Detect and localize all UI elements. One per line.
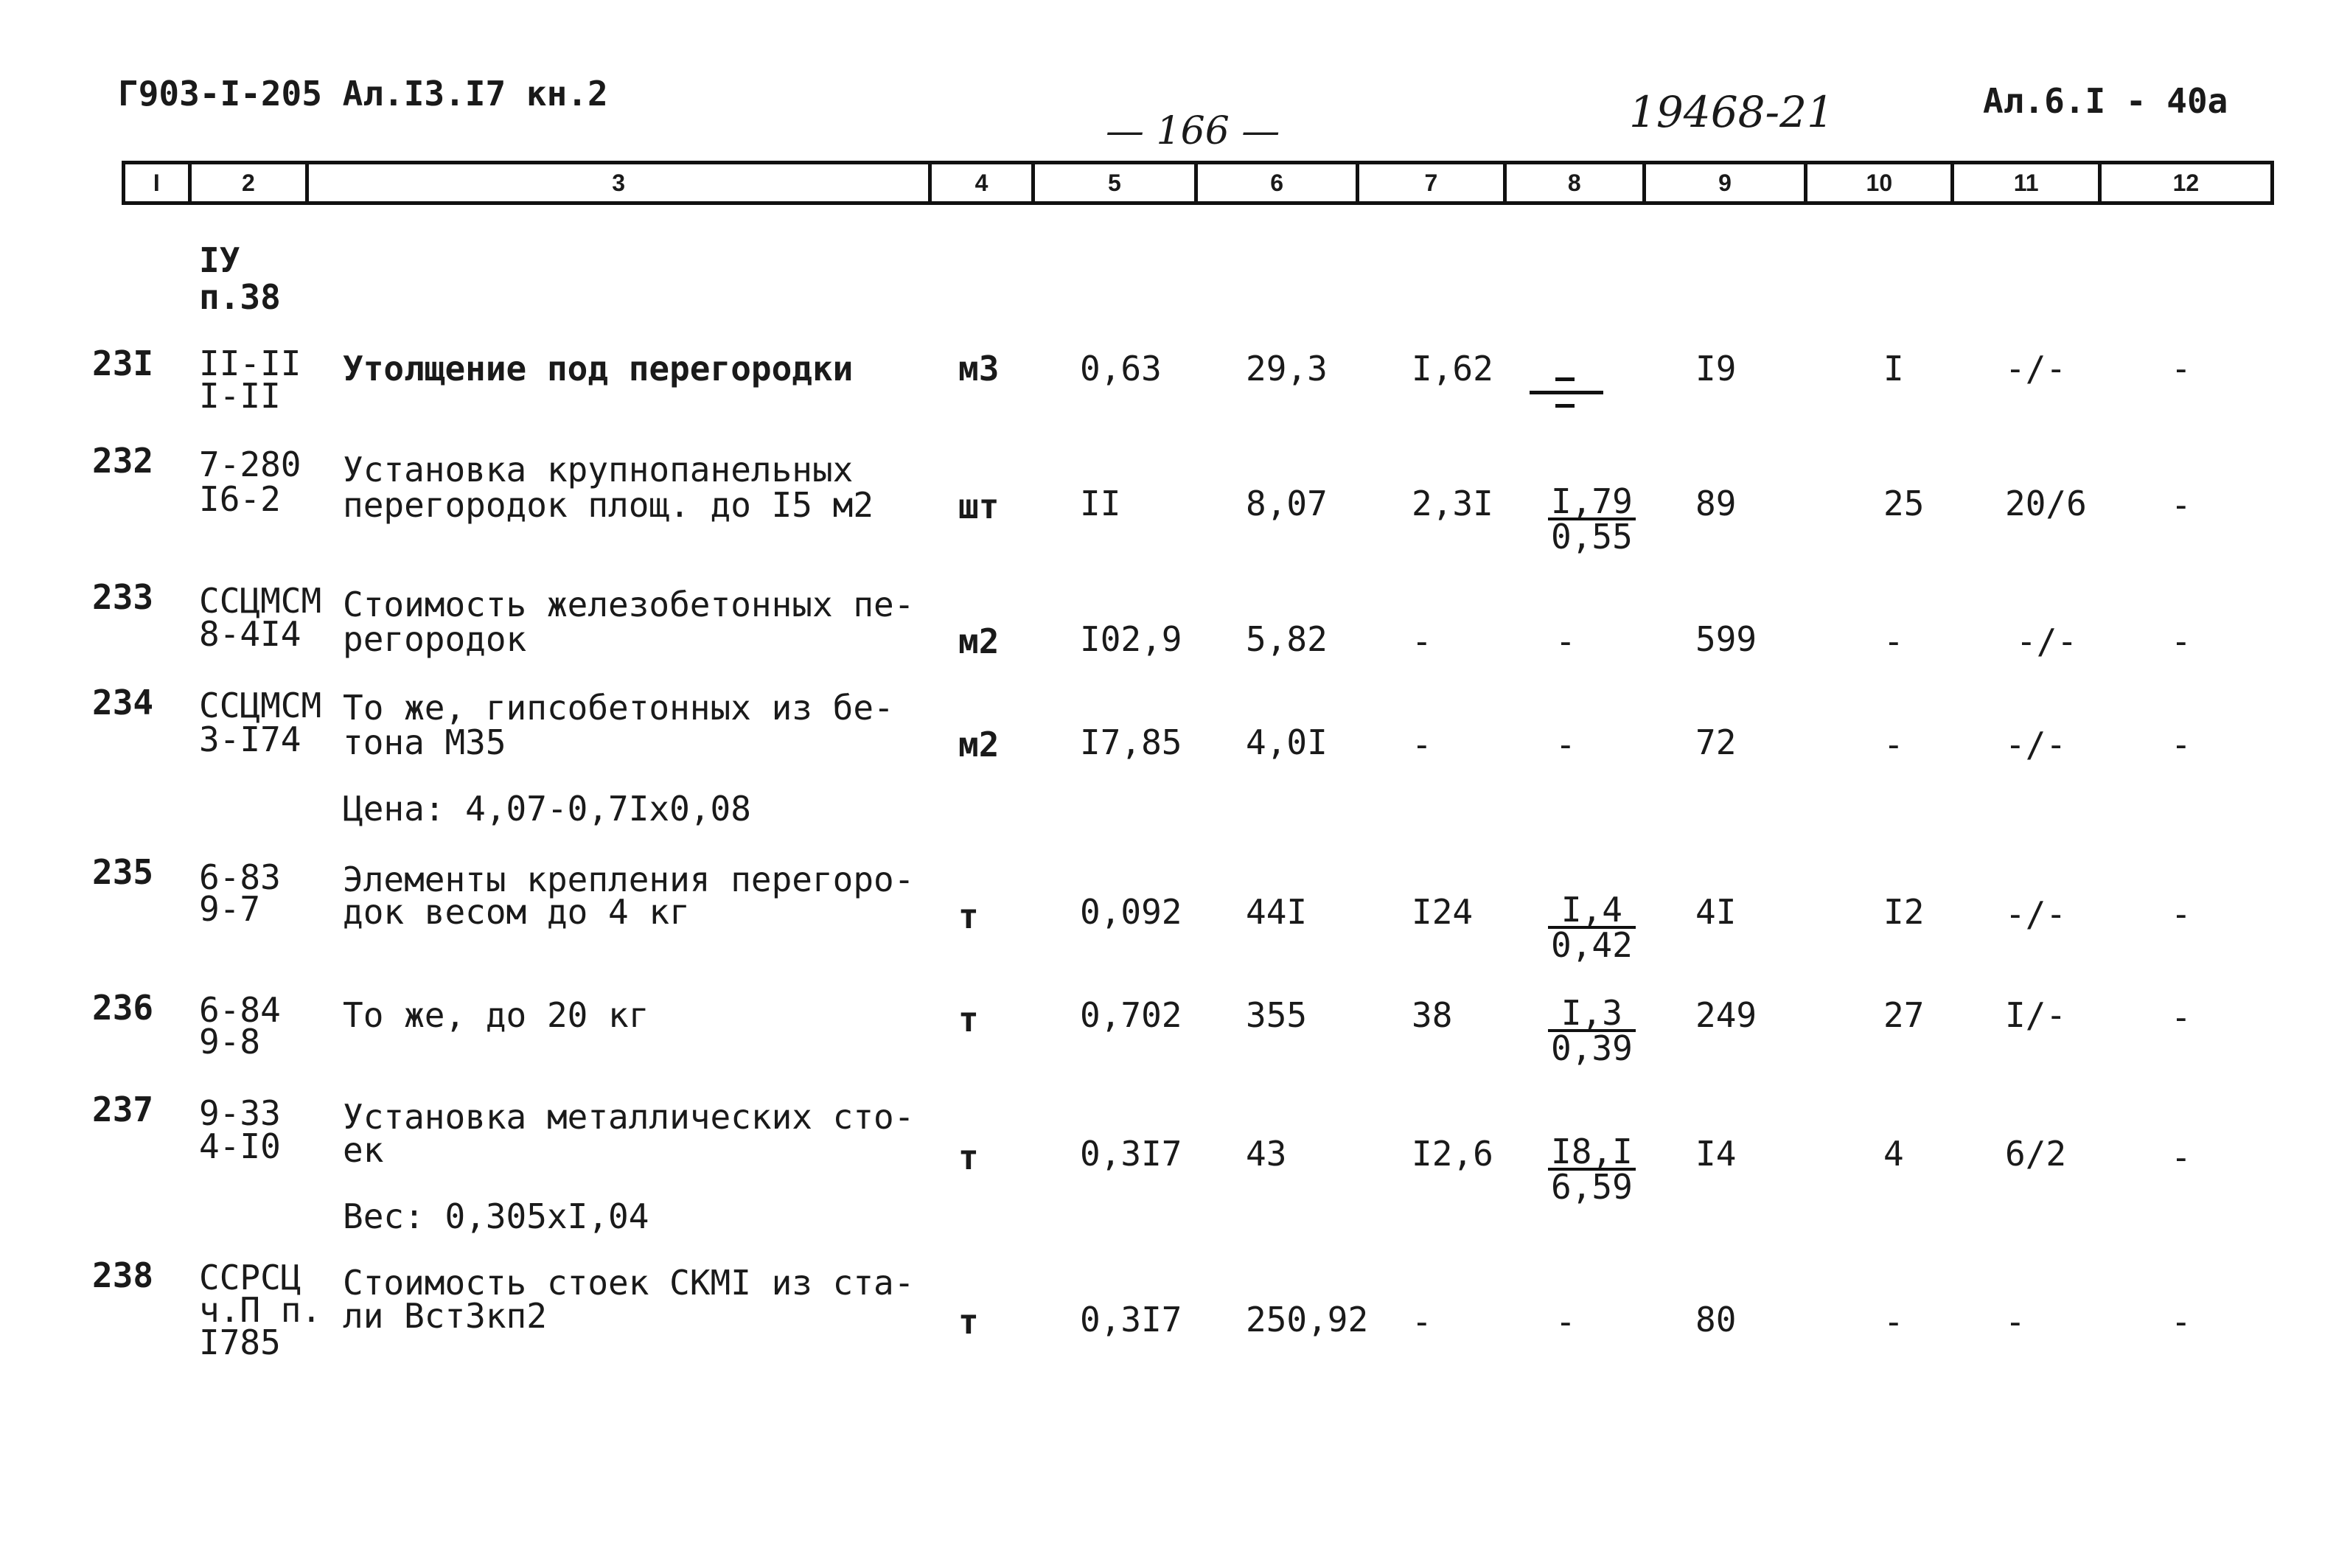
unit-price: 5,82 <box>1246 619 1328 659</box>
col10-value: - <box>1883 621 1904 661</box>
col7-value: 38 <box>1412 995 1453 1035</box>
column-header-row <box>122 161 2274 205</box>
quantity: 0,63 <box>1080 349 1162 388</box>
col11-value: -/- <box>2016 621 2078 661</box>
col12-value: - <box>2171 725 2192 764</box>
work-description: То же, гипсобетонных из бе- <box>343 688 894 728</box>
unit-price: 4,0I <box>1246 722 1328 762</box>
total-cost: 89 <box>1695 484 1737 523</box>
col10-value: 4 <box>1883 1134 1904 1174</box>
col10-value: - <box>1883 725 1904 764</box>
total-cost: 72 <box>1695 722 1737 762</box>
col12-value: - <box>2171 1137 2192 1177</box>
col11-value: I/- <box>2005 995 2067 1035</box>
unit: шт <box>958 487 1000 526</box>
work-description: ли ВстЗкп2 <box>343 1296 547 1336</box>
col7-value: - <box>1412 1302 1432 1342</box>
column-header: 4 <box>932 164 1035 201</box>
col11-value: -/- <box>2005 894 2067 934</box>
col12-value: - <box>2171 349 2192 388</box>
section-label: IУ <box>199 240 240 280</box>
total-cost: 599 <box>1695 619 1757 659</box>
column-header: 11 <box>1954 164 2101 201</box>
fraction-denominator: 0,55 <box>1551 517 1633 557</box>
quantity: II <box>1080 484 1121 523</box>
work-description: Элементы крепления перегоро- <box>343 860 915 899</box>
handwritten-number: 19468-21 <box>1629 87 1834 137</box>
quantity: I02,9 <box>1080 619 1182 659</box>
work-description: Установка металлических сто- <box>343 1097 915 1137</box>
col7-value: - <box>1412 725 1432 764</box>
rate-code: I-II <box>199 376 281 416</box>
work-description: Стоимость железобетонных пе- <box>343 585 915 624</box>
total-cost: 80 <box>1695 1300 1737 1339</box>
quantity: I7,85 <box>1080 722 1182 762</box>
total-cost: I9 <box>1695 349 1737 388</box>
unit-price: 43 <box>1246 1134 1287 1174</box>
column-header: 7 <box>1359 164 1506 201</box>
fraction-numerator: I,4 <box>1548 893 1636 929</box>
rate-code: I6-2 <box>199 479 281 519</box>
rate-code: ч.П п. <box>199 1290 322 1330</box>
rate-code: ССЦМСМ <box>199 581 322 621</box>
work-description: тона М35 <box>343 722 506 762</box>
fraction-value <box>1548 993 1636 1068</box>
work-description: То же, до 20 кг <box>343 995 649 1035</box>
page-number: — 166 — <box>1106 109 1280 153</box>
rate-code: 4-I0 <box>199 1126 281 1166</box>
dash-mark <box>1555 404 1575 408</box>
col10-value: 27 <box>1883 995 1925 1035</box>
col12-value: - <box>2171 1302 2192 1342</box>
fraction-numerator: I,79 <box>1548 485 1636 520</box>
fraction-value <box>1548 481 1636 557</box>
total-cost: 4I <box>1695 892 1737 932</box>
column-header: 2 <box>192 164 309 201</box>
col11-value: 20/6 <box>2005 484 2087 523</box>
col8-value: - <box>1555 725 1576 764</box>
document-code: Г903-I-205 Ал.I3.I7 кн.2 <box>118 74 608 114</box>
row-number: 237 <box>92 1090 154 1129</box>
rate-code: 6-84 <box>199 990 281 1030</box>
unit: т <box>958 1000 979 1039</box>
work-description: док весом до 4 кг <box>343 892 690 932</box>
row-number: 236 <box>92 988 154 1028</box>
unit-price: 8,07 <box>1246 484 1328 523</box>
work-description: перегородок площ. до I5 м2 <box>343 485 874 525</box>
rate-code: II-II <box>199 344 301 383</box>
rate-code: 9-7 <box>199 889 261 929</box>
sheet-code: Ал.6.I - 40а <box>1983 81 2228 121</box>
column-header: 3 <box>309 164 932 201</box>
col10-value: - <box>1883 1302 1904 1342</box>
col12-value: - <box>2171 485 2192 525</box>
quantity: 0,092 <box>1080 892 1182 932</box>
row-number: 233 <box>92 577 154 617</box>
fraction-denominator: 0,42 <box>1551 925 1633 965</box>
column-header: 5 <box>1035 164 1198 201</box>
col12-value: - <box>2171 997 2192 1037</box>
work-description: регородок <box>343 619 527 659</box>
col7-value: 2,3I <box>1412 484 1493 523</box>
fraction-denominator: 6,59 <box>1551 1167 1633 1207</box>
row-number: 232 <box>92 441 154 481</box>
fraction-numerator: I,3 <box>1548 997 1636 1032</box>
rate-code: 9-33 <box>199 1093 281 1133</box>
fraction-value <box>1548 890 1636 965</box>
col7-value: - <box>1412 621 1432 661</box>
unit-price: 250,92 <box>1246 1300 1369 1339</box>
section-label: п.38 <box>199 277 281 317</box>
work-description: Утолщение под перегородки <box>343 349 854 388</box>
unit-price: 355 <box>1246 995 1308 1035</box>
rate-code: 3-I74 <box>199 719 301 759</box>
rate-code: ССРСЦ <box>199 1258 301 1297</box>
col7-value: I2,6 <box>1412 1134 1493 1174</box>
col7-value: I24 <box>1412 892 1474 932</box>
row-number: 23I <box>92 344 154 383</box>
column-header: 9 <box>1646 164 1807 201</box>
total-cost: 249 <box>1695 995 1757 1035</box>
fraction-bar <box>1530 391 1603 394</box>
rate-code: 7-280 <box>199 445 301 484</box>
unit: м3 <box>958 349 1000 388</box>
fraction-numerator: I8,I <box>1548 1135 1636 1171</box>
column-header: I <box>125 164 192 201</box>
weight-note: Вес: 0,305хI,04 <box>343 1196 649 1236</box>
fraction-denominator: 0,39 <box>1551 1028 1633 1068</box>
fraction-value <box>1548 1132 1636 1207</box>
row-number: 238 <box>92 1255 154 1295</box>
unit: т <box>958 1137 979 1177</box>
work-description: Стоимость стоек СКМI из ста- <box>343 1263 915 1303</box>
row-number: 234 <box>92 683 154 722</box>
col8-value: - <box>1555 621 1576 661</box>
column-header: 6 <box>1198 164 1359 201</box>
col11-value: - <box>2005 1302 2026 1342</box>
col11-value: -/- <box>2005 349 2067 388</box>
col10-value: I2 <box>1883 892 1925 932</box>
quantity: 0,702 <box>1080 995 1182 1035</box>
column-header: 10 <box>1807 164 1954 201</box>
dash-mark <box>1555 377 1575 381</box>
col12-value: - <box>2171 621 2192 661</box>
unit: м2 <box>958 621 1000 661</box>
col12-value: - <box>2171 894 2192 934</box>
col8-value: - <box>1555 1302 1576 1342</box>
col11-value: 6/2 <box>2005 1134 2067 1174</box>
rate-code: 8-4I4 <box>199 614 301 654</box>
column-header: 8 <box>1507 164 1646 201</box>
column-header: 12 <box>2172 169 2200 196</box>
col10-value: I <box>1883 349 1904 388</box>
rate-code: 6-83 <box>199 857 281 897</box>
row-number: 235 <box>92 852 154 892</box>
quantity: 0,3I7 <box>1080 1134 1182 1174</box>
price-note: Цена: 4,07-0,7Iх0,08 <box>343 789 751 829</box>
col10-value: 25 <box>1883 484 1925 523</box>
unit: м2 <box>958 725 1000 764</box>
total-cost: I4 <box>1695 1134 1737 1174</box>
work-description: Установка крупнопанельных <box>343 450 854 489</box>
work-description: ек <box>343 1130 384 1170</box>
rate-code: 9-8 <box>199 1022 261 1062</box>
unit-price: 29,3 <box>1246 349 1328 388</box>
unit: т <box>958 896 979 936</box>
unit: т <box>958 1302 979 1342</box>
rate-code: I785 <box>199 1323 281 1362</box>
unit-price: 44I <box>1246 892 1308 932</box>
col11-value: -/- <box>2005 725 2067 764</box>
rate-code: ССЦМСМ <box>199 686 322 725</box>
quantity: 0,3I7 <box>1080 1300 1182 1339</box>
col7-value: I,62 <box>1412 349 1493 388</box>
